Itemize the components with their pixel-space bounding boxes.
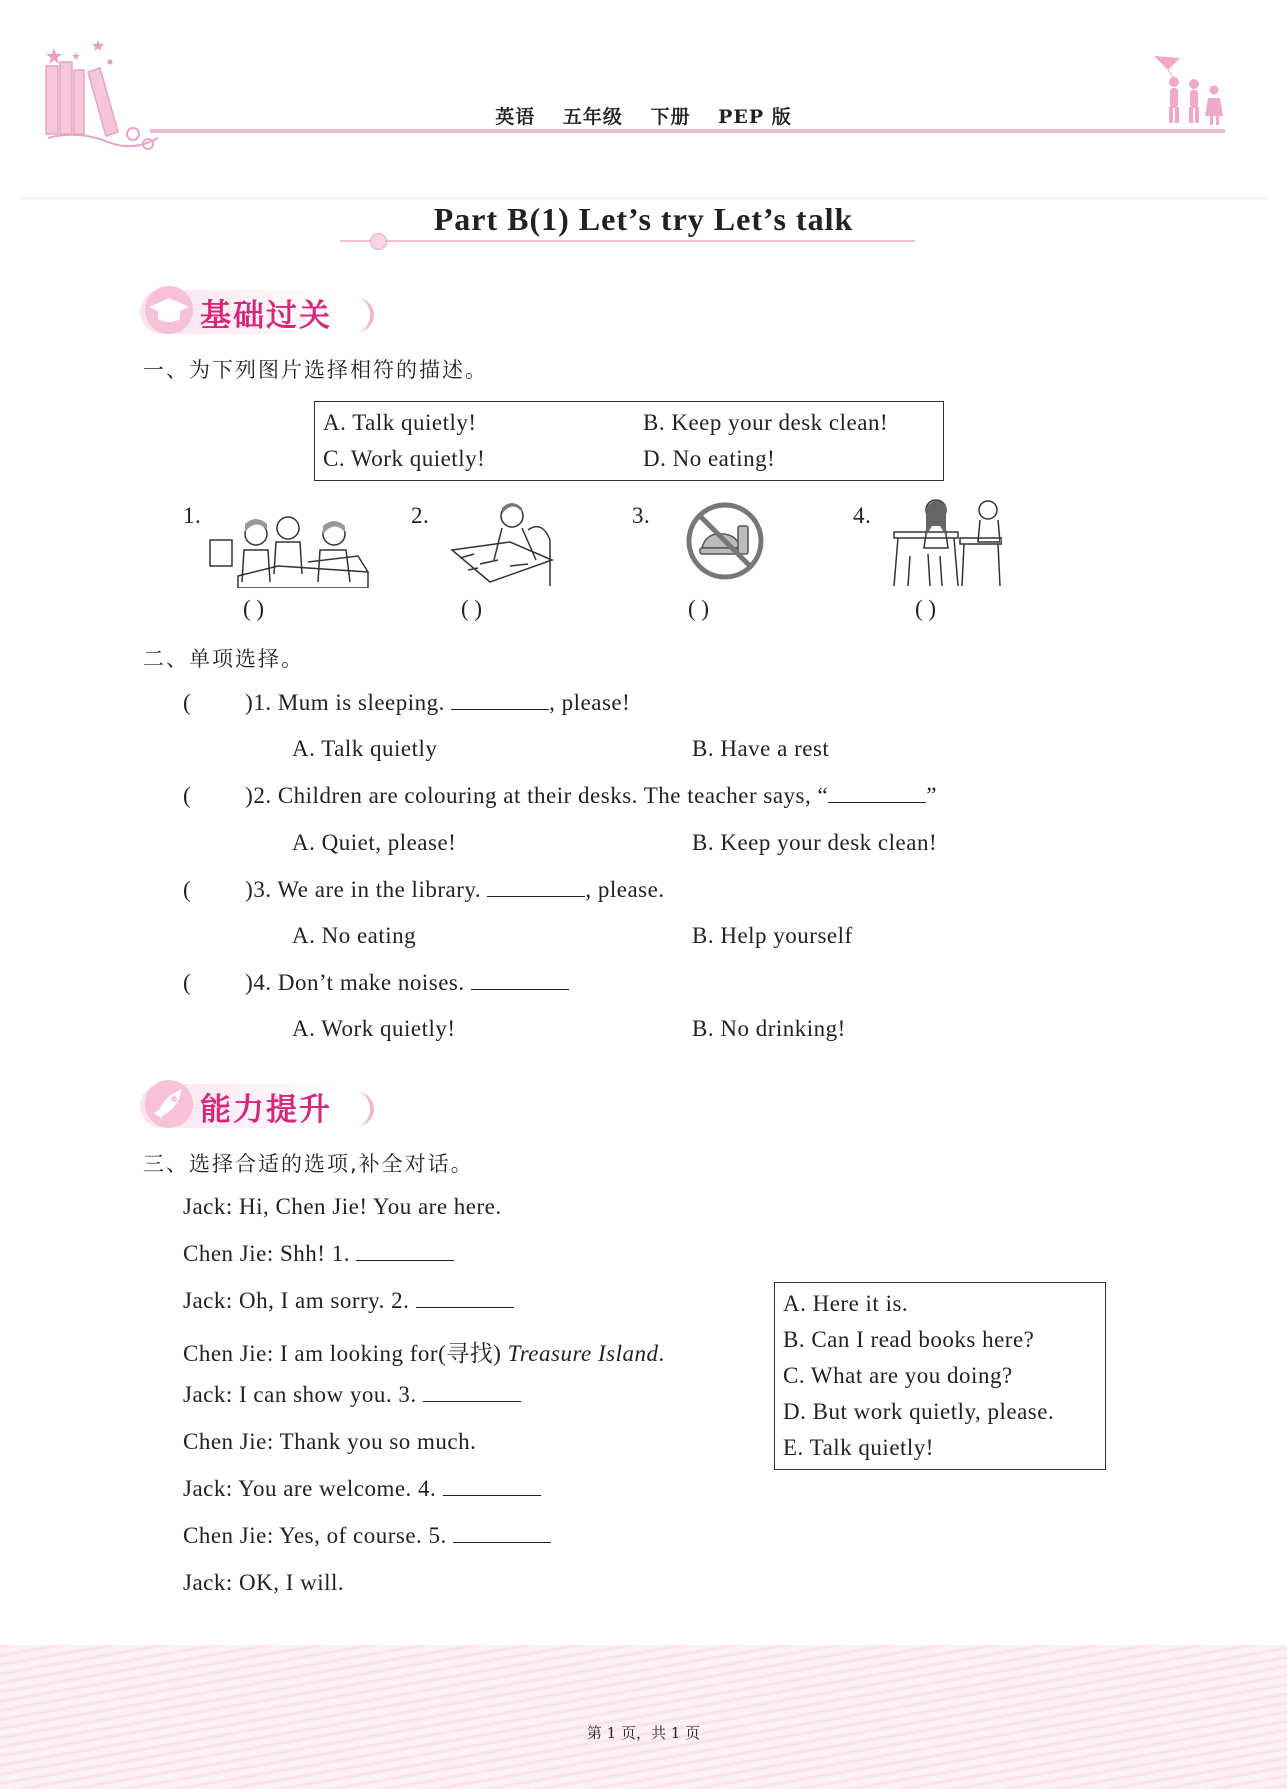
rocket-icon — [144, 1079, 194, 1129]
item-4-stem: )4. Don’t make noises. — [245, 970, 471, 995]
graduation-cap-icon — [144, 285, 194, 335]
answer-paren-4[interactable]: ( ) — [915, 596, 937, 621]
question-1-options-box — [314, 401, 944, 481]
option-d: D. No eating! — [643, 446, 776, 471]
dialogue-line-4 — [183, 1335, 665, 1368]
item-1-blank[interactable] — [451, 691, 549, 710]
dialogue-blank-5[interactable] — [453, 1524, 551, 1543]
q3-option-d: D. But work quietly, please. — [783, 1399, 1055, 1424]
book-title: Treasure Island — [507, 1341, 659, 1366]
item-2-open-paren[interactable]: ( — [183, 783, 192, 808]
dialogue-line-4-after: . — [658, 1341, 665, 1366]
item-3-stem-after: , please. — [585, 877, 665, 902]
q3-option-e: E. Talk quietly! — [783, 1435, 934, 1460]
dialogue-line-4-text: Chen Jie: I am looking for(寻找) — [183, 1341, 508, 1366]
dialogue-line-2-text: Chen Jie: Shh! 1. — [183, 1241, 357, 1266]
dialogue-blank-4[interactable] — [443, 1477, 541, 1496]
item-2-option-a: A. Quiet, please! — [292, 830, 457, 855]
title-underline — [340, 240, 915, 242]
dialogue-blank-3[interactable] — [423, 1383, 521, 1402]
header-divider — [20, 198, 1267, 199]
dialogue-line-6: Chen Jie: Thank you so much. — [183, 1429, 477, 1454]
option-c: C. Work quietly! — [323, 446, 486, 471]
children-kite-icon — [1150, 52, 1235, 132]
item-4-open-paren[interactable]: ( — [183, 970, 192, 995]
item-2-blank[interactable] — [828, 784, 926, 803]
q3-option-a: A. Here it is. — [783, 1291, 909, 1316]
header-edition: PEP 版 — [718, 106, 792, 128]
q3-option-b: B. Can I read books here? — [783, 1327, 1035, 1352]
item-1-stem: )1. Mum is sleeping. — [245, 690, 452, 715]
question-3-heading: 三、选择合适的选项,补全对话。 — [143, 1152, 474, 1176]
dialogue-blank-1[interactable] — [356, 1242, 454, 1261]
option-b: B. Keep your desk clean! — [643, 410, 889, 435]
page-header — [0, 0, 1287, 200]
no-eating-sign-icon — [684, 500, 766, 582]
picture-number-1: 1. — [183, 503, 202, 528]
section-banner-advanced — [140, 1076, 370, 1132]
page-number: 第 1 页，共 1 页 — [586, 1724, 701, 1742]
title-dot-decoration — [370, 233, 387, 250]
item-2-stem-after: ” — [926, 783, 937, 808]
item-1-open-paren[interactable]: ( — [183, 690, 192, 715]
q3-option-c: C. What are you doing? — [783, 1363, 1013, 1388]
question-2-item-3 — [183, 877, 665, 903]
header-grade: 五年级 — [562, 106, 623, 128]
dialogue-line-5-text: Jack: I can show you. 3. — [183, 1382, 423, 1407]
question-2-item-4 — [183, 970, 569, 996]
question-3-options-box — [774, 1282, 1106, 1470]
section-banner-basic-label: 基础过关 — [200, 298, 332, 334]
dialogue-line-5 — [183, 1382, 521, 1408]
question-2-item-1 — [183, 690, 630, 716]
section-banner-basic — [140, 282, 370, 338]
item-3-blank[interactable] — [487, 878, 585, 897]
dialogue-line-1: Jack: Hi, Chen Jie! You are here. — [183, 1194, 502, 1219]
dialogue-line-7-text: Jack: You are welcome. 4. — [183, 1476, 443, 1501]
question-2-heading: 二、单项选择。 — [143, 647, 304, 671]
working-quietly-picture-icon — [888, 496, 1002, 588]
picture-number-4: 4. — [853, 503, 872, 528]
item-4-blank[interactable] — [471, 971, 569, 990]
dialogue-line-3 — [183, 1288, 514, 1314]
dialogue-line-2 — [183, 1241, 454, 1267]
answer-paren-1[interactable]: ( ) — [243, 596, 265, 621]
item-2-option-b: B. Keep your desk clean! — [692, 830, 938, 855]
talking-children-picture-icon — [208, 512, 374, 588]
header-rule — [150, 129, 1225, 133]
dialogue-line-3-text: Jack: Oh, I am sorry. 2. — [183, 1288, 416, 1313]
header-term: 下册 — [650, 106, 691, 128]
dialogue-blank-2[interactable] — [416, 1289, 514, 1308]
item-4-option-a: A. Work quietly! — [292, 1016, 456, 1041]
dialogue-line-8-text: Chen Jie: Yes, of course. 5. — [183, 1523, 454, 1548]
messy-desk-picture-icon — [450, 500, 554, 588]
header-subject: 英语 — [495, 106, 536, 128]
books-decoration-icon — [38, 34, 163, 152]
answer-paren-3[interactable]: ( ) — [688, 596, 710, 621]
item-3-option-a: A. No eating — [292, 923, 417, 948]
dialogue-line-7 — [183, 1476, 541, 1502]
page-footer — [0, 1645, 1287, 1789]
item-1-stem-after: , please! — [549, 690, 631, 715]
answer-paren-2[interactable]: ( ) — [461, 596, 483, 621]
section-banner-advanced-label: 能力提升 — [200, 1092, 332, 1128]
item-2-stem: )2. Children are colouring at their desks. The teacher says, “ — [245, 783, 829, 808]
question-1-heading: 一、为下列图片选择相符的描述。 — [143, 358, 488, 382]
header-info — [0, 102, 1287, 129]
item-3-stem: )3. We are in the library. — [245, 877, 488, 902]
page-title: Part B(1) Let’s try Let’s talk — [433, 201, 854, 237]
picture-number-3: 3. — [632, 503, 651, 528]
question-2-item-2 — [183, 783, 937, 809]
item-3-option-b: B. Help yourself — [692, 923, 853, 948]
dialogue-line-9: Jack: OK, I will. — [183, 1570, 345, 1595]
option-a: A. Talk quietly! — [323, 410, 477, 435]
item-1-option-a: A. Talk quietly — [292, 736, 438, 761]
item-4-option-b: B. No drinking! — [692, 1016, 846, 1041]
dialogue-line-8 — [183, 1523, 551, 1549]
item-3-open-paren[interactable]: ( — [183, 877, 192, 902]
item-1-option-b: B. Have a rest — [692, 736, 830, 761]
picture-number-2: 2. — [411, 503, 430, 528]
